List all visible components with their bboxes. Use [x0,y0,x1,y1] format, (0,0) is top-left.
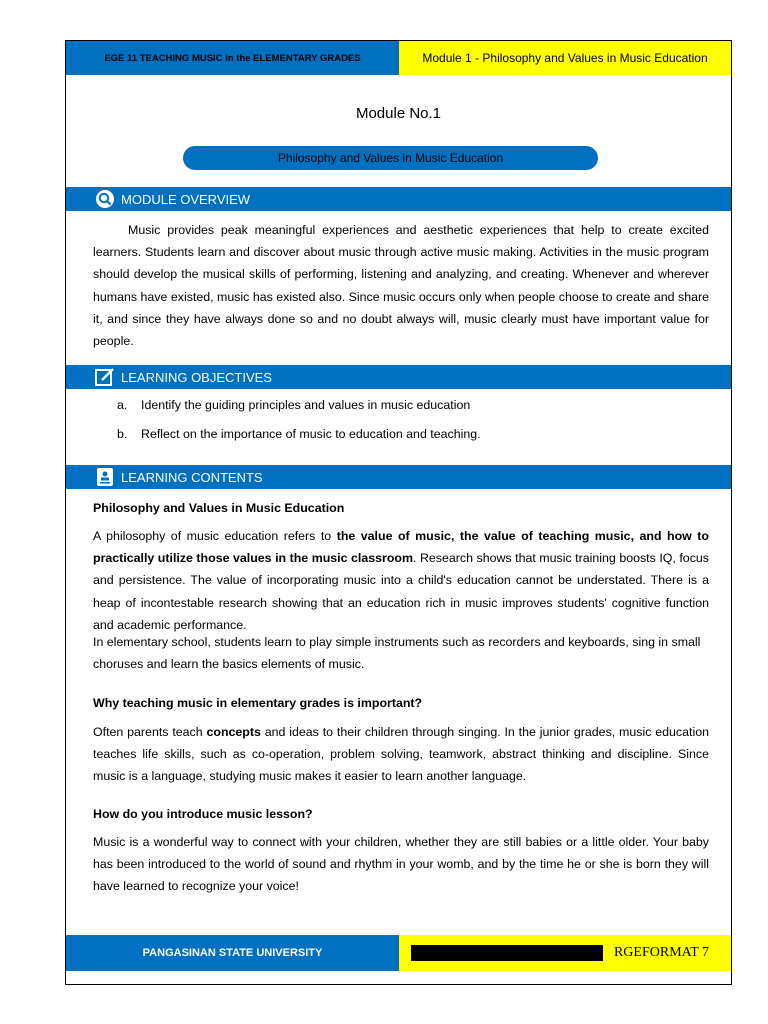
contents-heading-philosophy: Philosophy and Values in Music Education [93,501,345,515]
university-name: PANGASINAN STATE UNIVERSITY [66,935,399,971]
contents-paragraph-1 [93,525,709,636]
p3-text-b: and ideas to their children through singing. In the junior grades, music education teaches life skills, such as co-operation, problem solving, teamwork, abstract thinking and discipline. Since music is a language, studying music makes it easier to learn another language. [93,725,709,784]
document-person-icon [94,466,116,488]
objective-text: Identify the guiding principles and values in music education [141,398,471,412]
page-footer [66,935,731,971]
pencil-note-icon [94,366,116,388]
p1-text-a: A philosophy of music education refers to [93,529,337,543]
objective-item-b [117,427,481,441]
objective-text: Reflect on the importance of music to education and teaching. [141,427,481,441]
objective-letter: a. [117,398,128,412]
module-overview-bar [66,187,731,211]
contents-heading-why: Why teaching music in elementary grades is important? [93,696,423,710]
module-header-title: Module 1 - Philosophy and Values in Music Education [399,41,731,75]
objective-letter: b. [117,427,128,441]
learning-objectives-label: LEARNING OBJECTIVES [121,369,272,385]
objective-item-a [117,398,470,412]
module-overview-label: MODULE OVERVIEW [121,191,251,207]
p3-text-bold: concepts [206,725,261,739]
module-title-pill: Philosophy and Values in Music Education [183,146,598,170]
contents-paragraph-2: In elementary school, students learn to play simple instruments such as recorders and keyboards, sing in small choruses and learn the basics elements of music. [93,635,701,672]
contents-paragraph-3 [93,721,709,788]
footer-code-box [399,935,731,971]
contents-paragraph-4: Music is a wonderful way to connect with your children, whether they are still babies or a little older. Your baby has been introduced to the world of sound and rhythm in your womb, and by the time he or she is born they will have learned to recognize your voice! [93,835,709,894]
redaction-bar [411,945,603,961]
document-page [65,40,732,985]
learning-contents-bar [66,465,731,489]
p1-text-bold: the value of music, the value of teaching music, and how to practically utilize those values in the music classroom [93,529,709,566]
page-header [66,41,731,75]
course-title: EGE 11 TEACHING MUSIC in the ELEMENTARY GRADES [66,41,399,75]
learning-objectives-bar [66,365,731,389]
contents-heading-how: How do you introduce music lesson? [93,807,313,821]
overview-paragraph: Music provides peak meaningful experiences and aesthetic experiences that help to create excited learners. Students learn and discover about music through active music making. Activities in the music program should develop the musical skills of performing, listening and analyzing, and creating. Whenever and wherever humans have existed, music has existed also. Since music occurs only when people choose to create and share it, and since they have always done so and no doubt always will, music clearly must have important value for people. [93,223,709,349]
module-number: Module No.1 [355,105,442,122]
learning-contents-label: LEARNING CONTENTS [121,469,263,485]
p3-text-a: Often parents teach [93,725,207,739]
p1-text-b: . Research shows that music training boosts IQ, focus and persistence. The value of incorporating music into a child's education cannot be understated. There is a heap of incontestable research showing that an education rich in music improves students' cognitive function and academic performance. [93,551,709,632]
form-code: RGEFORMAT 7 [613,945,709,960]
magnifier-icon [94,188,116,210]
